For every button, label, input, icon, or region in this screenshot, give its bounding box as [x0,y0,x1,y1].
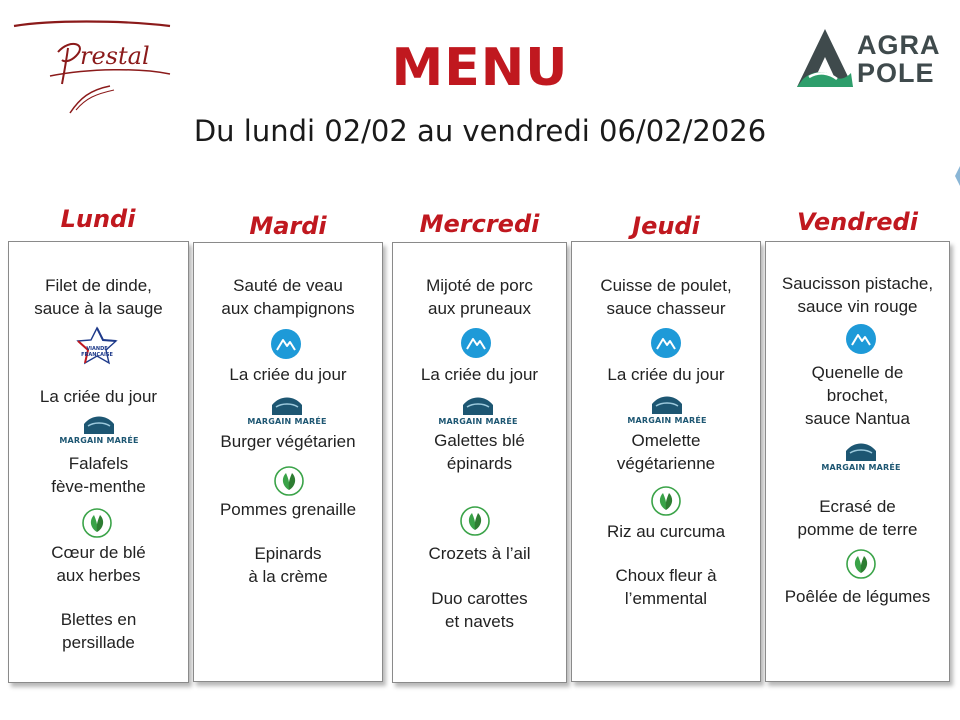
dish-main: Mijoté de porc aux pruneaux [426,276,533,318]
dish-side-1: Crozets à l’ail [428,544,531,563]
dish-side-1: Pommes grenaille [219,500,357,519]
dish-side-2: Epinards à la crème [248,544,328,586]
date-range-subtitle: Du lundi 02/02 au vendredi 06/02/2026 [193,114,767,148]
dish-side-1: Cœur de blé aux herbes [51,543,146,585]
dish-vegetarian: Falafels fève-menthe [51,454,146,496]
vegetarian-leaf-icon [460,506,490,536]
margain-maree-icon [622,392,712,425]
dish-side-2: Choux fleur à l’emmental [615,566,717,608]
page-title: MENU [391,38,569,98]
vegetarian-leaf-icon [651,486,681,516]
day-column-jeudi [571,241,761,682]
dish-main: Saucisson pistache, sauce vin rouge [781,274,934,316]
day-column-mercredi [392,242,567,683]
margain-maree-label: MARGAIN MARÉE [627,416,707,425]
dish-fish: La criée du jour [607,365,725,384]
day-column-vendredi [765,241,950,682]
edge-fragment-icon [952,160,960,200]
dish-side-1: Ecrasé de pomme de terre [797,497,918,539]
day-name-mardi: Mardi [249,212,327,240]
day-name-lundi: Lundi [60,205,136,233]
dish-fish: La criée du jour [39,387,158,406]
dish-side-2: Poêlée de légumes [784,587,931,606]
dish-main: Cuisse de poulet, sauce chasseur [600,276,732,318]
vegetarian-leaf-icon [274,466,304,496]
alpes-origin-icon [846,324,876,354]
viande-francaise-label: VIANDE FRANÇAISE [81,346,113,358]
alpes-origin-icon [651,328,681,358]
agrapole-word-pole: POLE [857,58,935,88]
margain-maree-label: MARGAIN MARÉE [59,436,139,445]
margain-maree-icon [816,439,906,472]
dish-fish: Quenelle de brochet, sauce Nantua [805,363,910,428]
alpes-origin-icon [271,329,301,359]
dish-side-2: Duo carottes et navets [431,589,528,631]
agrapole-word-agra: AGRA [857,30,941,60]
dish-vegetarian: Omelette végétarienne [616,431,716,473]
dish-main: Filet de dinde, sauce à la sauge [34,276,163,318]
day-name-jeudi: Jeudi [632,212,700,240]
vegetarian-leaf-icon [82,508,112,538]
day-name-mercredi: Mercredi [419,210,540,238]
margain-maree-label: MARGAIN MARÉE [247,417,327,426]
dish-main: Sauté de veau aux champignons [221,276,355,318]
day-column-lundi [8,241,189,683]
margain-maree-icon [433,393,523,426]
margain-maree-icon [54,412,144,445]
margain-maree-icon [242,393,332,426]
day-name-vendredi: Vendredi [797,208,918,236]
alpes-origin-icon [461,328,491,358]
dish-vegetarian: Galettes blé épinards [434,431,525,473]
dish-side-1: Riz au curcuma [606,522,726,541]
dish-fish: La criée du jour [229,365,347,384]
vegetarian-leaf-icon [846,549,876,579]
dish-side-2: Blettes en persillade [60,610,137,652]
margain-maree-label: MARGAIN MARÉE [821,463,901,472]
dish-vegetarian: Burger végétarien [220,432,356,451]
margain-maree-label: MARGAIN MARÉE [438,417,518,426]
dish-fish: La criée du jour [420,365,539,384]
svg-text:restal: restal [80,42,150,70]
day-column-mardi [193,242,383,682]
viande-francaise-icon [76,326,118,366]
